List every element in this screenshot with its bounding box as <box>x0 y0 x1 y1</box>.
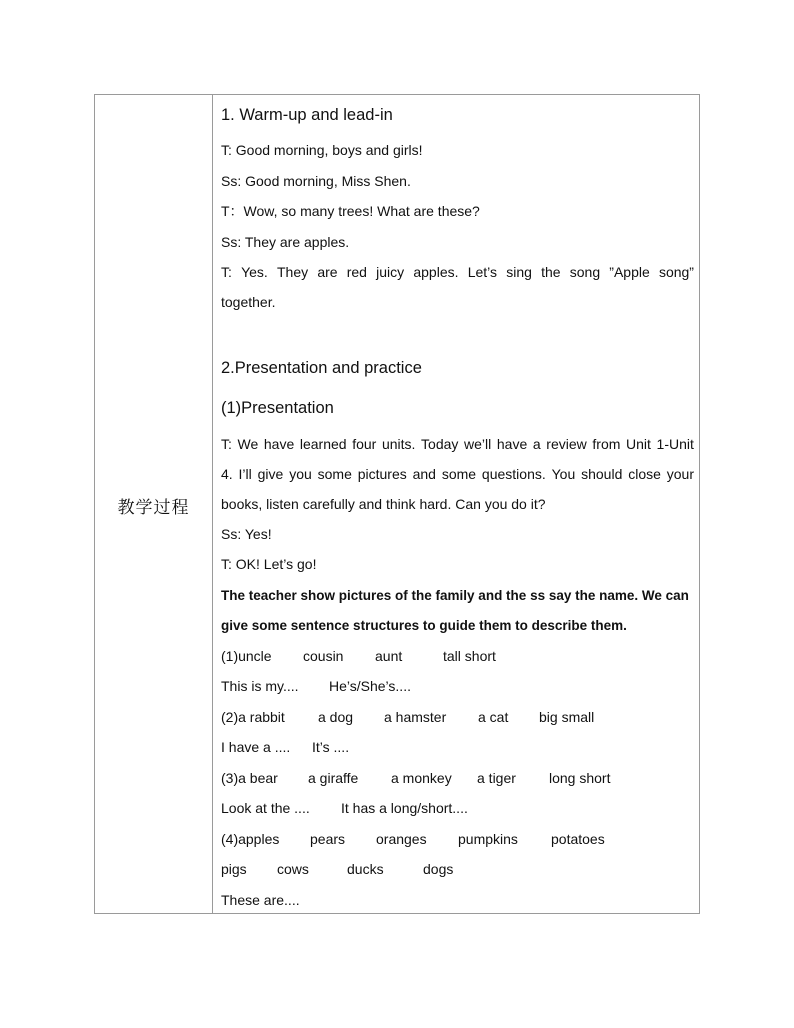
instruction-bold: The teacher show pictures of the family and the ss say the name. We can <box>221 588 689 603</box>
word: some <box>441 466 477 482</box>
sentence-pattern: He’s/She’s.... <box>329 678 411 694</box>
sentence-pattern: I have a .... <box>221 739 291 755</box>
sentence-pattern: These are.... <box>221 892 300 908</box>
vocab-item: (4)apples <box>221 831 280 847</box>
dialogue-line: Ss: They are apples. <box>221 234 350 250</box>
word: are <box>317 264 338 280</box>
vocab-item: a cat <box>478 709 509 725</box>
dialogue-line: T：Wow, so many trees! What are these? <box>221 203 480 219</box>
word: I’ll <box>238 466 252 482</box>
sentence-pattern: It’s .... <box>312 739 350 755</box>
vocab-item: potatoes <box>551 831 605 847</box>
vocab-item: a giraffe <box>308 770 359 786</box>
word: red <box>346 264 367 280</box>
vocab-item: tall short <box>443 648 496 664</box>
vocab-item: a tiger <box>477 770 516 786</box>
word: learned <box>299 436 347 452</box>
word: a <box>532 436 541 452</box>
word: T: <box>221 436 232 452</box>
vocab-item: cows <box>277 861 309 877</box>
word: Today <box>421 436 459 452</box>
presentation-heading: (1)Presentation <box>221 399 334 417</box>
vocab-item: pumpkins <box>458 831 518 847</box>
word: Yes. <box>241 264 268 280</box>
warmup-heading: 1. Warm-up and lead-in <box>221 106 393 124</box>
word: questions. <box>481 466 546 482</box>
sentence-pattern: Look at the .... <box>221 800 310 816</box>
word: close <box>628 466 661 482</box>
word: ”Apple <box>609 264 650 280</box>
justified-line <box>221 263 694 281</box>
word: have <box>496 436 528 452</box>
justified-line <box>221 465 694 483</box>
dialogue-line: T: OK! Let’s go! <box>221 556 317 572</box>
word: we’ll <box>464 436 492 452</box>
word: Unit <box>626 436 651 452</box>
word: 4. <box>221 466 233 482</box>
vocab-item: dogs <box>423 861 454 877</box>
vocab-item: pigs <box>221 861 247 877</box>
word: units. <box>381 436 416 452</box>
vocab-item: big small <box>539 709 595 725</box>
vocab-item: long short <box>549 770 611 786</box>
sentence-pattern: This is my.... <box>221 678 299 694</box>
word: have <box>263 436 295 452</box>
word: from <box>592 436 621 452</box>
word: four <box>352 436 377 452</box>
word: We <box>237 436 259 452</box>
presentation-practice-heading: 2.Presentation and practice <box>221 359 422 377</box>
word: pictures <box>357 466 407 482</box>
dialogue-line: together. <box>221 294 276 310</box>
word: you <box>289 466 312 482</box>
vocab-item: (2)a rabbit <box>221 709 285 725</box>
word: juicy <box>376 264 405 280</box>
word: song <box>569 264 601 280</box>
word: They <box>277 264 309 280</box>
vocab-item: (1)uncle <box>221 648 272 664</box>
word: the <box>541 264 561 280</box>
word: T: <box>221 264 232 280</box>
vocab-item: a dog <box>318 709 354 725</box>
word: You <box>551 466 576 482</box>
word: apples. <box>413 264 459 280</box>
word: give <box>257 466 284 482</box>
instruction-bold: give some sentence structures to guide them to describe them. <box>221 618 627 633</box>
vocab-item: aunt <box>375 648 403 664</box>
vocab-item: cousin <box>303 648 344 664</box>
word: 1-Unit <box>656 436 694 452</box>
sentence-pattern: It has a long/short.... <box>341 800 468 816</box>
dialogue-line: books, listen carefully and think hard. Can you do it? <box>221 496 546 512</box>
lesson-table <box>94 94 700 914</box>
vocab-item: oranges <box>376 831 427 847</box>
column-divider <box>212 95 213 913</box>
justified-line <box>221 435 694 453</box>
vocab-item: ducks <box>347 861 384 877</box>
word: review <box>546 436 587 452</box>
word: Let’s <box>467 264 498 280</box>
vocab-item: pears <box>310 831 346 847</box>
vocab-item: (3)a bear <box>221 770 278 786</box>
section-label: 教学过程 <box>117 498 190 518</box>
word: should <box>581 466 623 482</box>
vocab-item: a hamster <box>384 709 447 725</box>
word: sing <box>506 264 532 280</box>
word: and <box>412 466 436 482</box>
vocab-item: a monkey <box>391 770 452 786</box>
dialogue-line: T: Good morning, boys and girls! <box>221 142 423 158</box>
word: song” <box>658 264 694 280</box>
dialogue-line: Ss: Good morning, Miss Shen. <box>221 173 411 189</box>
word: your <box>666 466 694 482</box>
word: some <box>317 466 352 482</box>
dialogue-line: Ss: Yes! <box>221 526 272 542</box>
